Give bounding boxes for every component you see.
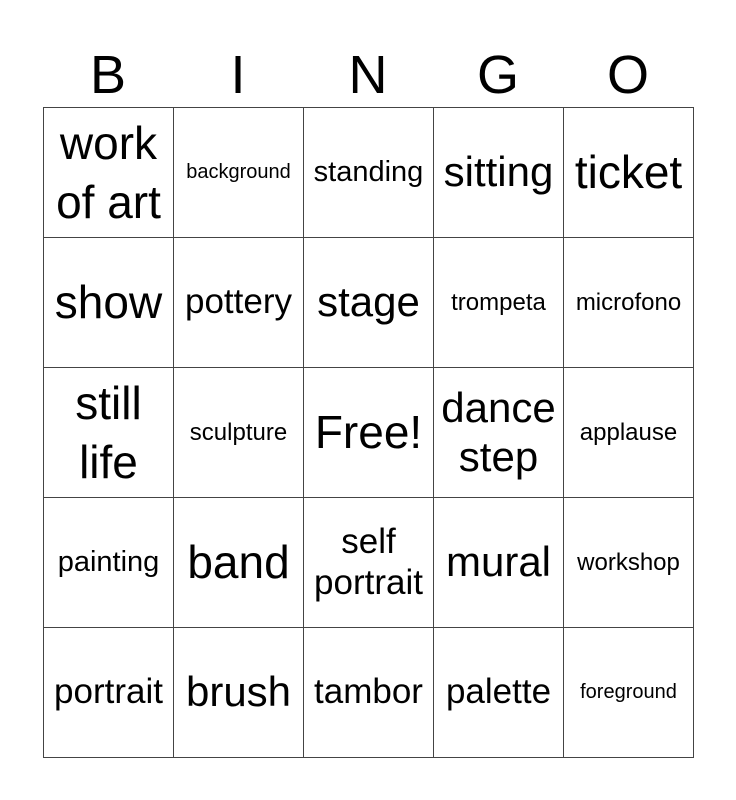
cell-line: palette	[445, 672, 552, 712]
cell-line: work	[59, 116, 158, 169]
bingo-board	[43, 107, 694, 758]
cell-line: microfono	[575, 288, 682, 316]
cell-line: ticket	[574, 146, 683, 199]
bingo-cell-still-life[interactable]	[44, 368, 174, 498]
bingo-cell-sculpture[interactable]	[174, 368, 304, 498]
bingo-cell-mural[interactable]	[434, 498, 564, 628]
cell-line: portrait	[314, 562, 423, 602]
cell-line: still	[75, 376, 142, 429]
cell-line: of art	[56, 175, 161, 228]
bingo-cell-painting[interactable]	[44, 498, 174, 628]
cell-line: dance	[441, 384, 556, 432]
cell-line: trompeta	[451, 288, 546, 316]
bingo-cell-self-portrait[interactable]	[304, 498, 434, 628]
bingo-cell-pottery[interactable]	[174, 238, 304, 368]
cell-line: painting	[57, 545, 160, 578]
bingo-cell-standing[interactable]	[304, 108, 434, 238]
bingo-cell-portrait[interactable]	[44, 628, 174, 758]
cell-line: band	[187, 536, 290, 589]
bingo-cell-tambor[interactable]	[304, 628, 434, 758]
header-letter-b: B	[89, 45, 127, 105]
cell-line: standing	[313, 155, 424, 188]
cell-line: life	[79, 435, 138, 488]
cell-line: stage	[317, 278, 420, 326]
bingo-cell-dance-step[interactable]	[434, 368, 564, 498]
bingo-cell-ticket[interactable]	[564, 108, 694, 238]
bingo-cell-microfono[interactable]	[564, 238, 694, 368]
bingo-cell-palette[interactable]	[434, 628, 564, 758]
cell-line: sitting	[443, 148, 554, 196]
header-letter-i: I	[230, 45, 246, 105]
bingo-cell-stage[interactable]	[304, 238, 434, 368]
cell-line: Free!	[314, 406, 423, 459]
cell-line: self	[341, 522, 396, 562]
header-letter-g: G	[476, 45, 519, 105]
cell-line: workshop	[577, 548, 680, 576]
bingo-cell-brush[interactable]	[174, 628, 304, 758]
bingo-cell-free[interactable]	[304, 368, 434, 498]
bingo-cell-foreground[interactable]	[564, 628, 694, 758]
cell-line: show	[54, 276, 163, 329]
cell-line: mural	[445, 538, 552, 586]
cell-line: background	[186, 161, 291, 183]
bingo-cell-workshop[interactable]	[564, 498, 694, 628]
bingo-cell-sitting[interactable]	[434, 108, 564, 238]
bingo-cell-work-of-art[interactable]	[44, 108, 174, 238]
cell-line: pottery	[185, 282, 292, 322]
bingo-cell-applause[interactable]	[564, 368, 694, 498]
bingo-header	[43, 44, 693, 106]
cell-line: tambor	[314, 672, 423, 712]
header-letter-o: O	[606, 45, 649, 105]
header-letter-n: N	[348, 45, 388, 105]
cell-line: brush	[185, 668, 292, 716]
cell-line: foreground	[580, 681, 677, 703]
bingo-cell-band[interactable]	[174, 498, 304, 628]
bingo-cell-trompeta[interactable]	[434, 238, 564, 368]
bingo-cell-show[interactable]	[44, 238, 174, 368]
cell-line: portrait	[54, 672, 163, 712]
cell-line: step	[458, 432, 539, 480]
cell-line: applause	[579, 418, 678, 446]
cell-line: sculpture	[189, 418, 288, 446]
bingo-cell-background[interactable]	[174, 108, 304, 238]
